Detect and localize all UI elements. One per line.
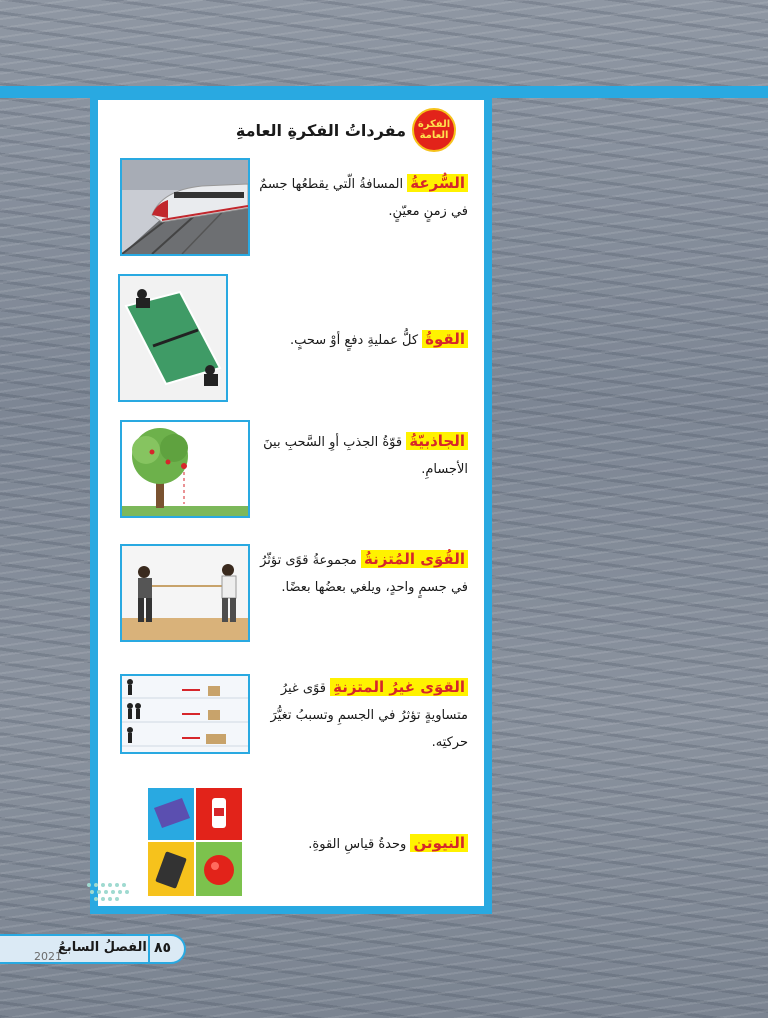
vocab-text-newton: وحدةُ قياسِ القوةِ. (308, 837, 407, 852)
pushing-boxes-image (120, 674, 250, 754)
vocab-entry-force (98, 274, 484, 404)
apple-tree-image (120, 420, 250, 518)
table-tennis-image (118, 274, 228, 402)
footer-separator (148, 936, 150, 962)
vocab-term-newton: النيوتن (410, 834, 468, 852)
section-title: مفرداتُ الفكرةِ العامةِ (235, 120, 406, 140)
main-idea-badge-text: الفكرة العامة (417, 119, 451, 141)
footer-year: 2021 (34, 950, 62, 963)
main-idea-badge (412, 108, 456, 152)
chapter-label: الفصلُ السابعُ (58, 940, 147, 955)
vocab-entry-gravity (98, 420, 484, 520)
page-number: ٨٥ (154, 940, 172, 956)
vocab-entry-newton (98, 786, 484, 902)
vocab-term-speed: السُّرعةُ (407, 174, 468, 192)
vocabulary-panel-content (98, 100, 484, 906)
vocab-entry-balanced-forces (98, 540, 484, 650)
vocabulary-panel (90, 96, 492, 914)
vocab-entry-unbalanced-forces (98, 672, 484, 772)
vocab-text-balanced-forces: مجموعةُ قوًى تؤثّرُ في جسمٍ واحدٍ، ويلغي بعضُها بعضًا. (260, 553, 468, 595)
vocab-entry-speed (98, 158, 484, 258)
vocab-text-force: كلُّ عمليةِ دفعٍ أوْ سحبٍ. (289, 333, 419, 348)
vocab-term-force: القوةُ (422, 330, 468, 348)
vocab-text-unbalanced-forces: قوًى غيرُ متساويةٍ تؤثرُ في الجسمِ وتسببُ تغيُّرَ حركتِه. (270, 681, 468, 750)
train-image (120, 158, 250, 256)
newton-objects-image (148, 788, 242, 896)
ministry-logo-dots (84, 880, 144, 910)
vocab-definition-speed (258, 170, 468, 225)
tug-of-war-image (120, 544, 250, 642)
vocab-definition-balanced-forces (258, 546, 468, 601)
page-footer (0, 934, 186, 964)
vocab-definition-gravity (258, 428, 468, 483)
vocab-term-unbalanced-forces: القوَى غيرُ المتزنةِ (330, 678, 468, 696)
vocab-text-speed: المسافةُ الّتي يقطعُها جسمٌ في زمنٍ معيّنٍ. (259, 177, 468, 219)
vocab-term-balanced-forces: القُوَى المُتزنةُ (361, 550, 468, 568)
vocab-definition-unbalanced-forces (258, 674, 468, 756)
vocab-definition-force (258, 326, 468, 354)
vocab-term-gravity: الجاذبيّةُ (406, 432, 468, 450)
vocab-definition-newton (258, 830, 468, 858)
section-header (236, 110, 456, 150)
vocab-text-gravity: قوّةُ الجذبِ أوِ السَّحبِ بينَ الأجسامِ. (263, 435, 468, 477)
